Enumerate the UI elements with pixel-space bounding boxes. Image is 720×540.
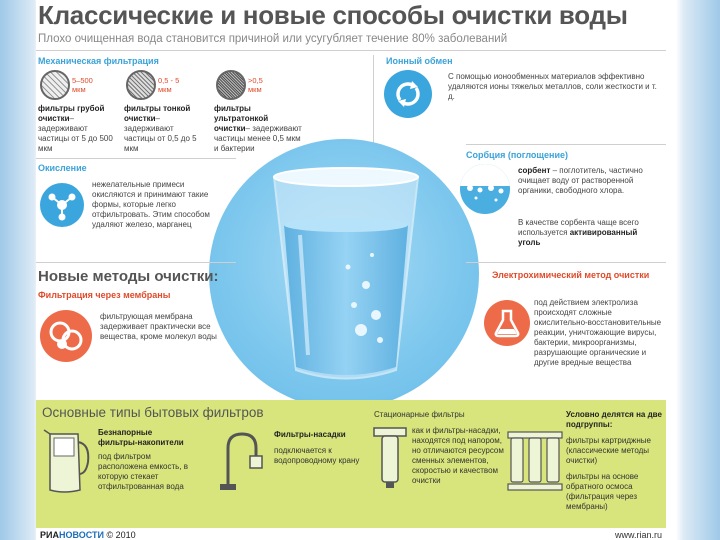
sorption-definition: – поглотитель, частично очищает воду от растворенной органики, свободного хлора.: [518, 166, 643, 195]
coarse-mesh-icon: [40, 70, 70, 100]
micron-coarse: 5–500 мкм: [72, 76, 93, 94]
page-title: Классические и новые способы очистки воды: [38, 0, 628, 30]
sorption-material: активированный уголь: [518, 228, 638, 247]
nozzle-heading: Фильтры-насадки: [274, 430, 346, 439]
divider: [36, 50, 666, 51]
footer-site-link[interactable]: www.rian.ru: [614, 530, 662, 540]
stationary-text: как и фильтры-насадки, находятся под напором, но отличаются ресурсом сменных элементов, скоростью и качеством очистки: [412, 426, 504, 485]
new-methods-heading: Новые методы очистки:: [38, 268, 219, 285]
ultrafine-mesh-icon: [216, 70, 246, 100]
mechanical-heading: Механическая фильтрация: [38, 56, 159, 66]
mech-label-coarse: фильтры грубой очистки: [38, 104, 105, 123]
page-subtitle: Плохо очищенная вода становится причиной или усугубляет течение 80% заболеваний: [38, 33, 508, 45]
pressureless-heading: Безнапорные фильтры-накопители: [98, 428, 184, 447]
pitcher-icon: [42, 428, 92, 498]
divider: [466, 262, 666, 263]
flask-icon: [484, 300, 530, 346]
nozzle-block: [274, 430, 370, 466]
ion-exchange-icon: [384, 70, 432, 118]
mech-label-fine: фильтры тонкой очистки: [124, 104, 191, 123]
footer-logo: [40, 530, 136, 540]
pressureless-text: под фильтром расположена емкость, в которую стекает отфильтрованная вода: [98, 452, 189, 491]
logo-novosti: НОВОСТИ: [58, 530, 105, 540]
mech-desc-coarse: – задерживают частицы от 5 до 500 мкм: [38, 114, 113, 153]
ion-text: С помощью ионообменных материалов эффективно удаляются ионы тяжелых металлов, соли жесткости и т. д.: [448, 72, 657, 101]
stationary-filter-icon: [370, 424, 410, 494]
sorption-term: сорбент: [518, 166, 551, 175]
micron-fine: 0,5 - 5 мкм: [158, 76, 180, 94]
divider: [36, 262, 236, 263]
water-glass-icon: [256, 155, 436, 395]
osmosis-system-icon: [506, 428, 564, 496]
subgroup-cartridge: фильтры картриджные (классические методы очистки): [566, 436, 651, 465]
mech-item-fine: [124, 104, 204, 154]
subgroups-block: [566, 410, 664, 512]
sorbent-icon: [460, 164, 510, 214]
subgroup-osmosis: фильтры на основе обратного осмоса (фильтрация через мембраны): [566, 472, 639, 511]
sorption-text1: [518, 166, 658, 196]
sorption-text2: [518, 218, 658, 248]
sorption-usage: В качестве сорбента чаще всего используется: [518, 218, 639, 237]
stationary-heading: Стационарные фильтры: [374, 410, 465, 419]
ion-heading: Ионный обмен: [386, 56, 453, 66]
divider: [466, 144, 666, 145]
mech-item-ultrafine: [214, 104, 306, 154]
oxidation-heading: Окисление: [38, 163, 87, 173]
membrane-text: фильтрующая мембрана задерживает практически все вещества, кроме молекул воды: [100, 312, 217, 341]
household-heading: Основные типы бытовых фильтров: [42, 405, 264, 420]
divider: [373, 55, 374, 155]
faucet-icon: [214, 428, 270, 494]
logo-ria: РИА: [40, 530, 59, 540]
molecule-icon: [40, 183, 84, 227]
mech-desc-fine: – задерживают частицы от 0,5 до 5 мкм: [124, 114, 197, 153]
divider: [36, 158, 236, 159]
pressureless-block: [98, 428, 193, 492]
infographic: [36, 0, 666, 540]
micron-ultrafine: >0,5 мкм: [248, 76, 263, 94]
mech-desc-ultrafine: – задерживают частицы менее 0,5 мкм и бактерии: [214, 124, 302, 153]
footer-year: © 2010: [106, 530, 136, 540]
subgroups-heading: Условно делятся на две подгруппы:: [566, 410, 662, 429]
electro-text: под действием электролиза происходят сложные окислительно-восстановительные реакции, уничтожающие вирусы, бактерии, микроорганизмы, разрушающие органические и другие вредные вещества: [534, 298, 662, 367]
fine-mesh-icon: [126, 70, 156, 100]
sorption-heading: Сорбция (поглощение): [466, 150, 568, 160]
oxidation-text: нежелательные примеси окисляются и принимают такие формы, которые легко отфильтровать. Этим способом удаляют железо, марганец: [92, 180, 210, 229]
mech-item-coarse: [38, 104, 116, 154]
membrane-heading: Фильтрация через мембраны: [38, 290, 171, 300]
mech-label-ultrafine: фильтры ультратонкой очистки: [214, 104, 269, 133]
electro-heading: Электрохимический метод очистки: [492, 270, 650, 280]
membrane-icon: [40, 310, 92, 362]
nozzle-text: подключается к водопроводному крану: [274, 446, 360, 465]
